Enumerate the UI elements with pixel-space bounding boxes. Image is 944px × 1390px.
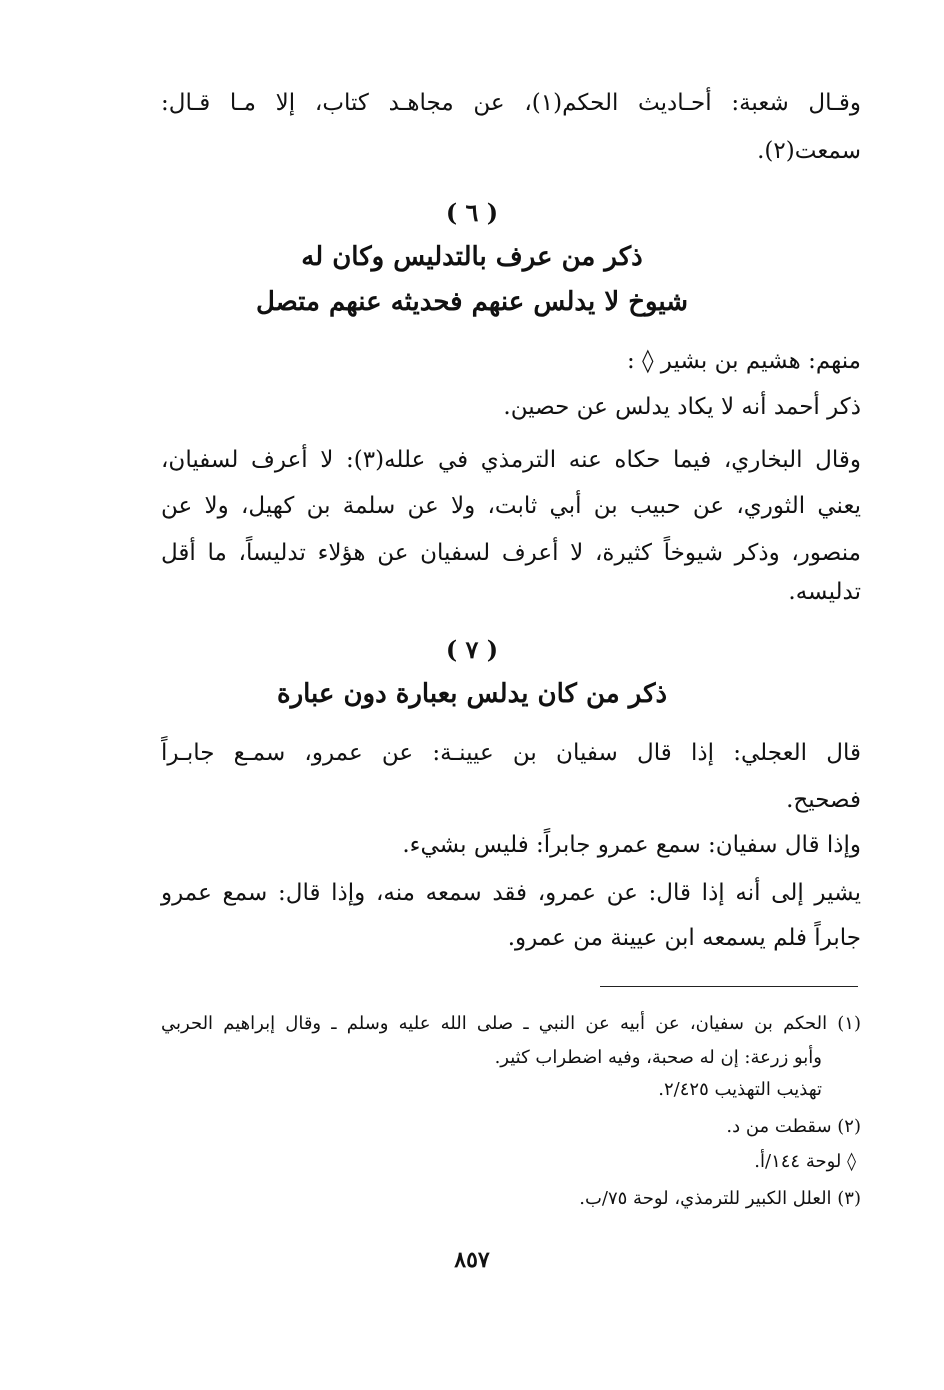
section-6-title-line-1: ذكر من عرف بالتدليس وكان له — [301, 242, 643, 272]
section-6-title-line-2: شيوخ لا يدلس عنهم فحديثه عنهم متصل — [255, 287, 689, 317]
section-6-number: ( ٦ ) — [445, 198, 499, 227]
section-7-p2-line-1: وإذا قال سفيان: سمع عمرو جابراً: فليس بشيء. — [402, 832, 861, 858]
footnote-1-line-2: وأبو زرعة: إن له صحبة، وفيه اضطراب كثير. — [494, 1047, 822, 1068]
footnote-2: (٢) سقطت من د. — [726, 1116, 861, 1137]
footnote-diamond: ◊ لوحة ١٤٤/أ. — [754, 1151, 856, 1172]
footnote-1-line-1: (١) الحكم بن سفيان، عن أبيه عن النبي ـ صلى الله عليه وسلم ـ وقال إبراهيم الحربي — [161, 1013, 861, 1034]
intro-line-2: سمعت(٢). — [757, 138, 861, 164]
section-7-number: ( ٧ ) — [445, 635, 499, 664]
section-7-p1-line-2: فصحيح. — [786, 787, 861, 813]
section-6-p2-line-1: وقال البخاري، فيما حكاه عنه الترمذي في علله(٣): لا أعرف لسفيان، — [161, 447, 862, 473]
section-7-p1-line-1: قال العجلي: إذا قال سفيان بن عيينـة: عن عمرو، سمـع جابـراً — [161, 740, 861, 766]
section-6-p1-line-2: ذكر أحمد أنه لا يكاد يدلس عن حصين. — [503, 394, 861, 420]
section-6-p1-line-1: منهم: هشيم بن بشير ◊ : — [627, 348, 861, 374]
page-number: ٨٥٧ — [454, 1247, 490, 1273]
section-6-p2-line-4: تدليسه. — [788, 579, 861, 605]
section-6-p2-line-2: يعني الثوري، عن حبيب بن أبي ثابت، ولا عن سلمة بن كهيل، ولا عن — [161, 493, 861, 519]
intro-line-1: وقـال شعبة: أحـاديث الحكم(١)، عن مجاهـد كتاب، إلا مـا قـال: — [161, 90, 861, 116]
section-7-title: ذكر من كان يدلس بعبارة دون عبارة — [276, 679, 668, 709]
footnote-3: (٣) العلل الكبير للترمذي، لوحة ٧٥/ب. — [579, 1188, 861, 1209]
footnote-1-line-3: تهذيب التهذيب ٢/٤٢٥. — [658, 1079, 822, 1100]
section-7-p3-line-1: يشير إلى أنه إذا قال: عن عمرو، فقد سمعه منه، وإذا قال: سمع عمرو — [161, 880, 861, 906]
footnote-separator — [600, 986, 858, 987]
section-7-p3-line-2: جابراً فلم يسمعه ابن عيينة من عمرو. — [507, 925, 861, 951]
section-6-p2-line-3: منصور، وذكر شيوخاً كثيرة، لا أعرف لسفيان عن هؤلاء تدليساً، ما أقل — [161, 540, 861, 566]
